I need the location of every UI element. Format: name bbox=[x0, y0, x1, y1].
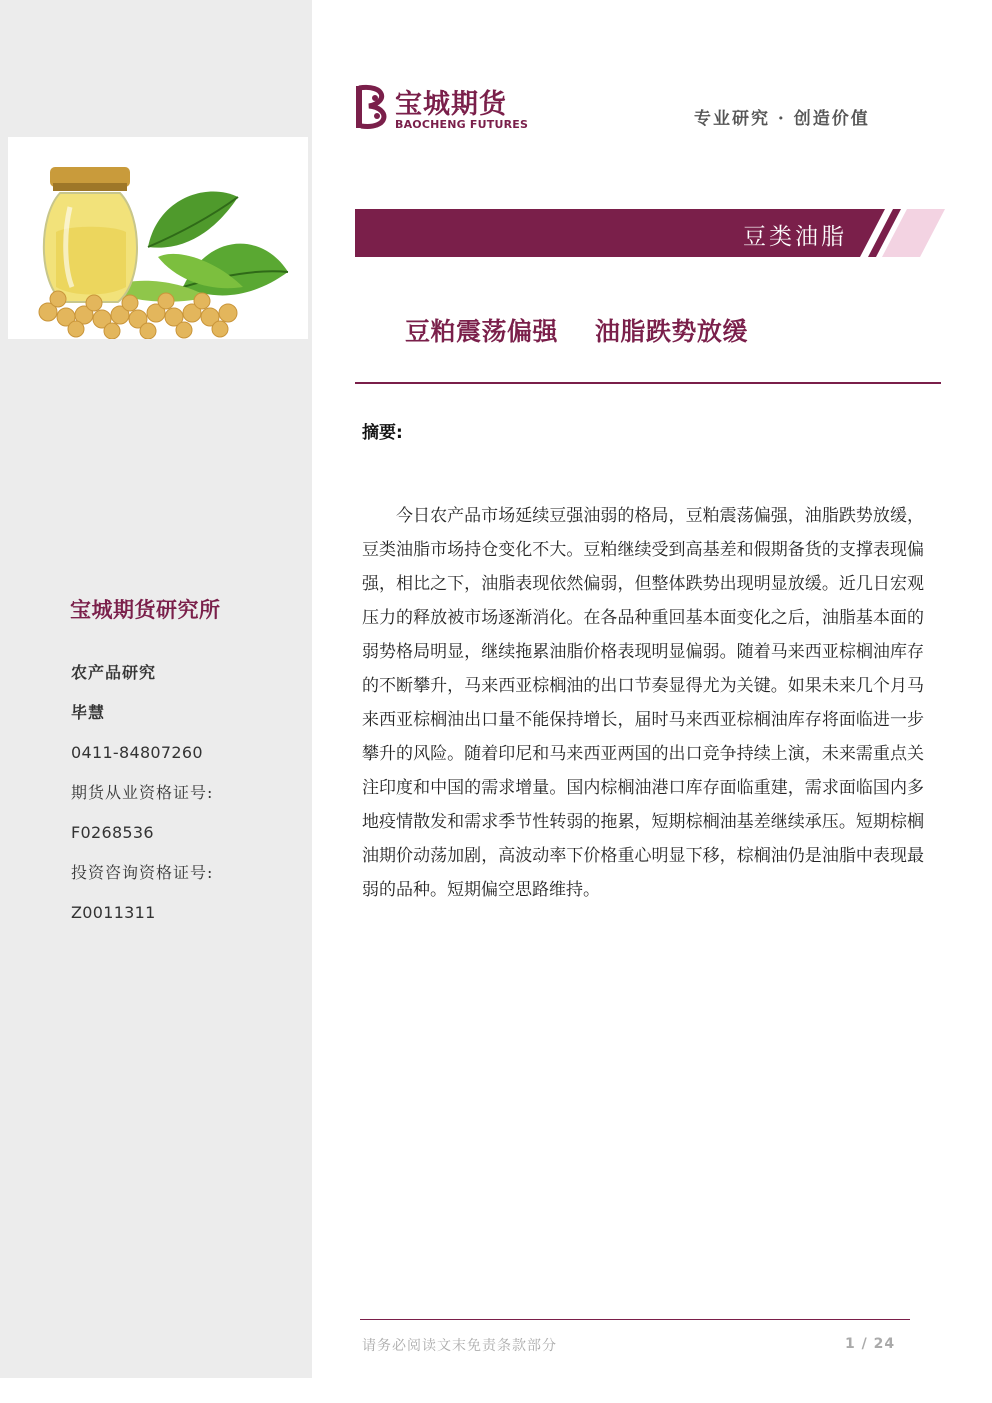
soybean-oil-illustration bbox=[8, 137, 308, 339]
page-number: 1 / 24 bbox=[845, 1336, 896, 1352]
author-name: 毕慧 bbox=[71, 703, 106, 722]
summary-paragraph: 今日农产品市场延续豆强油弱的格局，豆粕震荡偏强，油脂跌势放缓，豆类油脂市场持仓变化不大。豆粕继续受到高基差和假期备货的支撑表现偏强，相比之下，油脂表现依然偏弱，但整体跌势出现明显放缓。近几日宏观压力的释放被市场逐渐消化。在各品种重回基本面变化之后，油脂基本面的弱势格局明显，继续拖累油脂价格表现明显偏弱。随着马来西亚棕榈油库存的不断攀升，马来西亚棕榈油的出口节奏显得尤为关键。如果未来几个月马来西亚棕榈油出口量不能保持增长，届时马来西亚棕榈油库存将面临进一步攀升的风险。随着印尼和马来西亚两国的出口竞争持续上演，未来需重点关注印度和中国的需求增量。国内棕榈油港口库存面临重建，需求面临国内多地疫情散发和需求季节性转弱的拖累，短期棕榈油基差继续承压。短期棕榈油期价动荡加剧，高波动率下价格重心明显下移，棕榈油仍是油脂中表现最弱的品种。短期偏空思路维持。 bbox=[362, 506, 924, 900]
title-divider bbox=[355, 382, 941, 384]
banner-stripe-icon bbox=[355, 209, 945, 257]
disclaimer-link: 请务必阅读文末免责条款部分 bbox=[362, 1338, 557, 1354]
futures-cert-label: 期货从业资格证号: bbox=[71, 783, 214, 802]
footer-divider bbox=[360, 1319, 910, 1320]
advisory-cert-label: 投资咨询资格证号: bbox=[71, 863, 214, 882]
advisory-cert-number: Z0011311 bbox=[71, 903, 156, 922]
author-info bbox=[71, 660, 301, 940]
summary-heading: 摘要: bbox=[362, 423, 403, 443]
slogan: 专业研究 · 创造价值 bbox=[694, 109, 870, 129]
department: 农产品研究 bbox=[71, 663, 157, 682]
sidebar bbox=[0, 0, 312, 1378]
logo-text-en: BAOCHENG FUTURES bbox=[395, 118, 529, 131]
logo-text-cn: 宝城期货 bbox=[395, 89, 507, 120]
author-phone: 0411-84807260 bbox=[71, 743, 203, 762]
category-banner bbox=[355, 209, 945, 257]
logo-mark-icon bbox=[355, 84, 391, 130]
institute-name: 宝城期货研究所 bbox=[70, 598, 221, 622]
report-title: 豆粕震荡偏强 油脂跌势放缓 bbox=[405, 317, 748, 346]
category-label: 豆类油脂 bbox=[743, 224, 847, 250]
futures-cert-number: F0268536 bbox=[71, 823, 154, 842]
company-logo bbox=[355, 84, 529, 134]
